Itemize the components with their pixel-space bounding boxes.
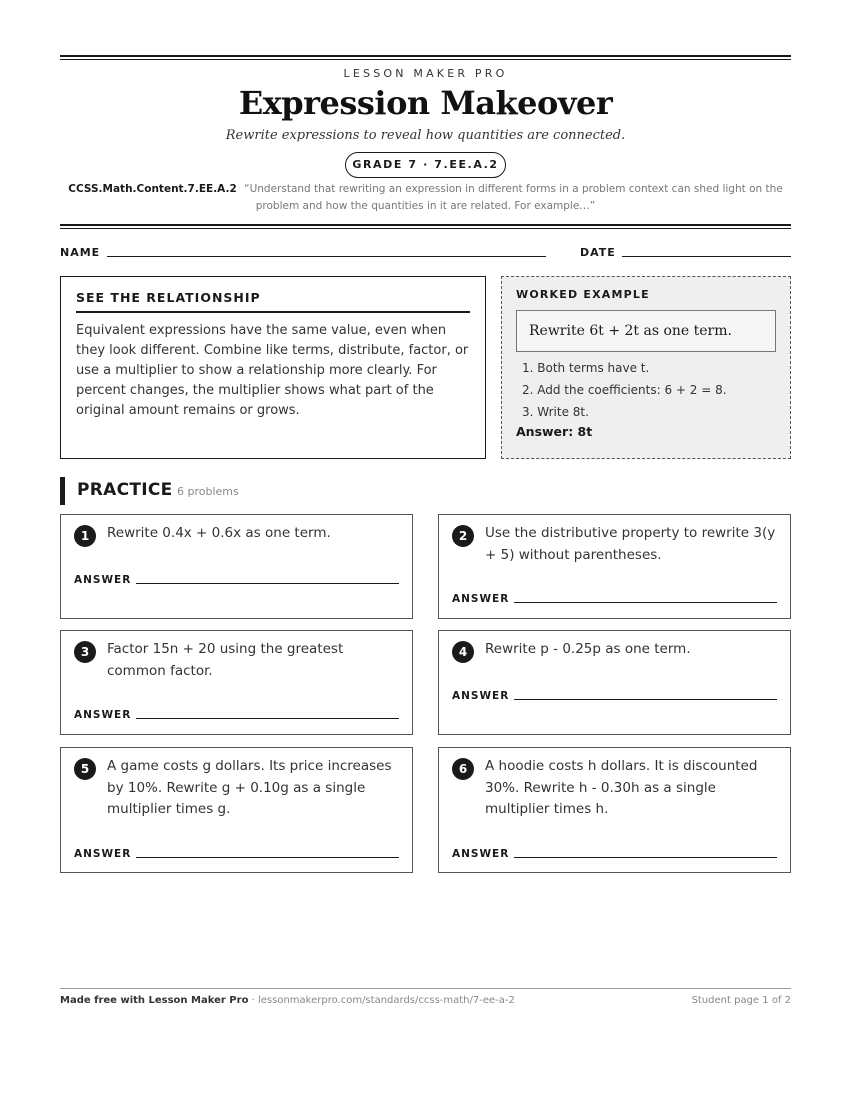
worked-example-step: 2. Add the coefficients: 6 + 2 = 8. xyxy=(522,383,727,397)
answer-line[interactable] xyxy=(514,699,777,700)
worked-example-step: 3. Write 8t. xyxy=(522,405,589,419)
problem-number: 6 xyxy=(452,758,474,780)
footer-page-number: Student page 1 of 2 xyxy=(691,995,791,1006)
worked-example-step: 1. Both terms have t. xyxy=(522,361,650,375)
practice-accent-bar xyxy=(60,477,65,505)
concept-heading: SEE THE RELATIONSHIP xyxy=(76,290,470,313)
footer-credit xyxy=(60,995,515,1006)
answer-label: ANSWER xyxy=(74,574,132,586)
problem-card-2 xyxy=(438,514,791,619)
problem-card-1 xyxy=(60,514,413,619)
date-field[interactable] xyxy=(622,256,791,257)
worksheet-page xyxy=(60,0,791,1100)
worked-example-prompt: Rewrite 6t + 2t as one term. xyxy=(516,310,776,352)
problem-number: 2 xyxy=(452,525,474,547)
problem-text: Factor 15n + 20 using the greatest common factor. xyxy=(107,641,344,679)
answer-label: ANSWER xyxy=(452,593,510,605)
header-bottom-rule xyxy=(60,224,791,229)
brand-name: LESSON MAKER PRO xyxy=(343,67,508,80)
grade-badge: GRADE 7 · 7.EE.A.2 xyxy=(345,152,506,178)
practice-heading: PRACTICE xyxy=(77,480,173,500)
top-double-rule xyxy=(60,55,791,60)
footer-brand: Made free with Lesson Maker Pro xyxy=(60,995,249,1006)
problem-card-6 xyxy=(438,747,791,873)
date-label: DATE xyxy=(580,246,616,259)
answer-label: ANSWER xyxy=(452,848,510,860)
name-label: NAME xyxy=(60,246,101,259)
problem-card-3 xyxy=(60,630,413,735)
problem-card-4 xyxy=(438,630,791,735)
problem-text: A hoodie costs h dollars. It is discounted 30%. Rewrite h - 0.30h as a single multiplier times h. xyxy=(485,758,758,817)
worked-example-steps xyxy=(516,357,776,423)
worked-example-heading: WORKED EXAMPLE xyxy=(516,288,650,301)
footer-url[interactable]: · lessonmakerpro.com/standards/ccss-math/7-ee-a-2 xyxy=(248,995,515,1006)
standard-text: “Understand that rewriting an expression in different forms in a problem context can shed light on the problem and how the quantities in it are related. For example…” xyxy=(244,183,783,212)
answer-line[interactable] xyxy=(136,857,399,858)
problem-card-5 xyxy=(60,747,413,873)
answer-line[interactable] xyxy=(514,857,777,858)
page-subtitle: Rewrite expressions to reveal how quantities are connected. xyxy=(225,128,626,143)
answer-line[interactable] xyxy=(514,602,777,603)
problem-number: 4 xyxy=(452,641,474,663)
problem-text: A game costs g dollars. Its price increases by 10%. Rewrite g + 0.10g as a single multiplier times g. xyxy=(107,758,392,817)
problem-text: Rewrite 0.4x + 0.6x as one term. xyxy=(107,525,331,541)
problem-number: 5 xyxy=(74,758,96,780)
standard-code: CCSS.Math.Content.7.EE.A.2 xyxy=(68,183,237,195)
answer-line[interactable] xyxy=(136,583,399,584)
answer-label: ANSWER xyxy=(74,848,132,860)
answer-line[interactable] xyxy=(136,718,399,719)
footer-rule xyxy=(60,988,791,989)
concept-body: Equivalent expressions have the same value, even when they look different. Combine like terms, distribute, factor, or use a multiplier to show a relationship more clearly. For percent changes, the multiplier shows what part of the original amount remains or grows. xyxy=(76,323,469,418)
concept-box xyxy=(60,276,486,459)
problem-text: Rewrite p - 0.25p as one term. xyxy=(485,641,691,657)
worked-example-box xyxy=(501,276,791,459)
page-title: Expression Makeover xyxy=(238,84,613,122)
problem-number: 3 xyxy=(74,641,96,663)
problem-text: Use the distributive property to rewrite 3(y + 5) without parentheses. xyxy=(485,525,776,563)
worked-example-answer: Answer: 8t xyxy=(516,424,593,439)
standard-statement xyxy=(60,181,791,215)
answer-label: ANSWER xyxy=(74,709,132,721)
answer-label: ANSWER xyxy=(452,690,510,702)
name-field[interactable] xyxy=(107,256,546,257)
practice-count: 6 problems xyxy=(177,485,239,498)
problem-number: 1 xyxy=(74,525,96,547)
